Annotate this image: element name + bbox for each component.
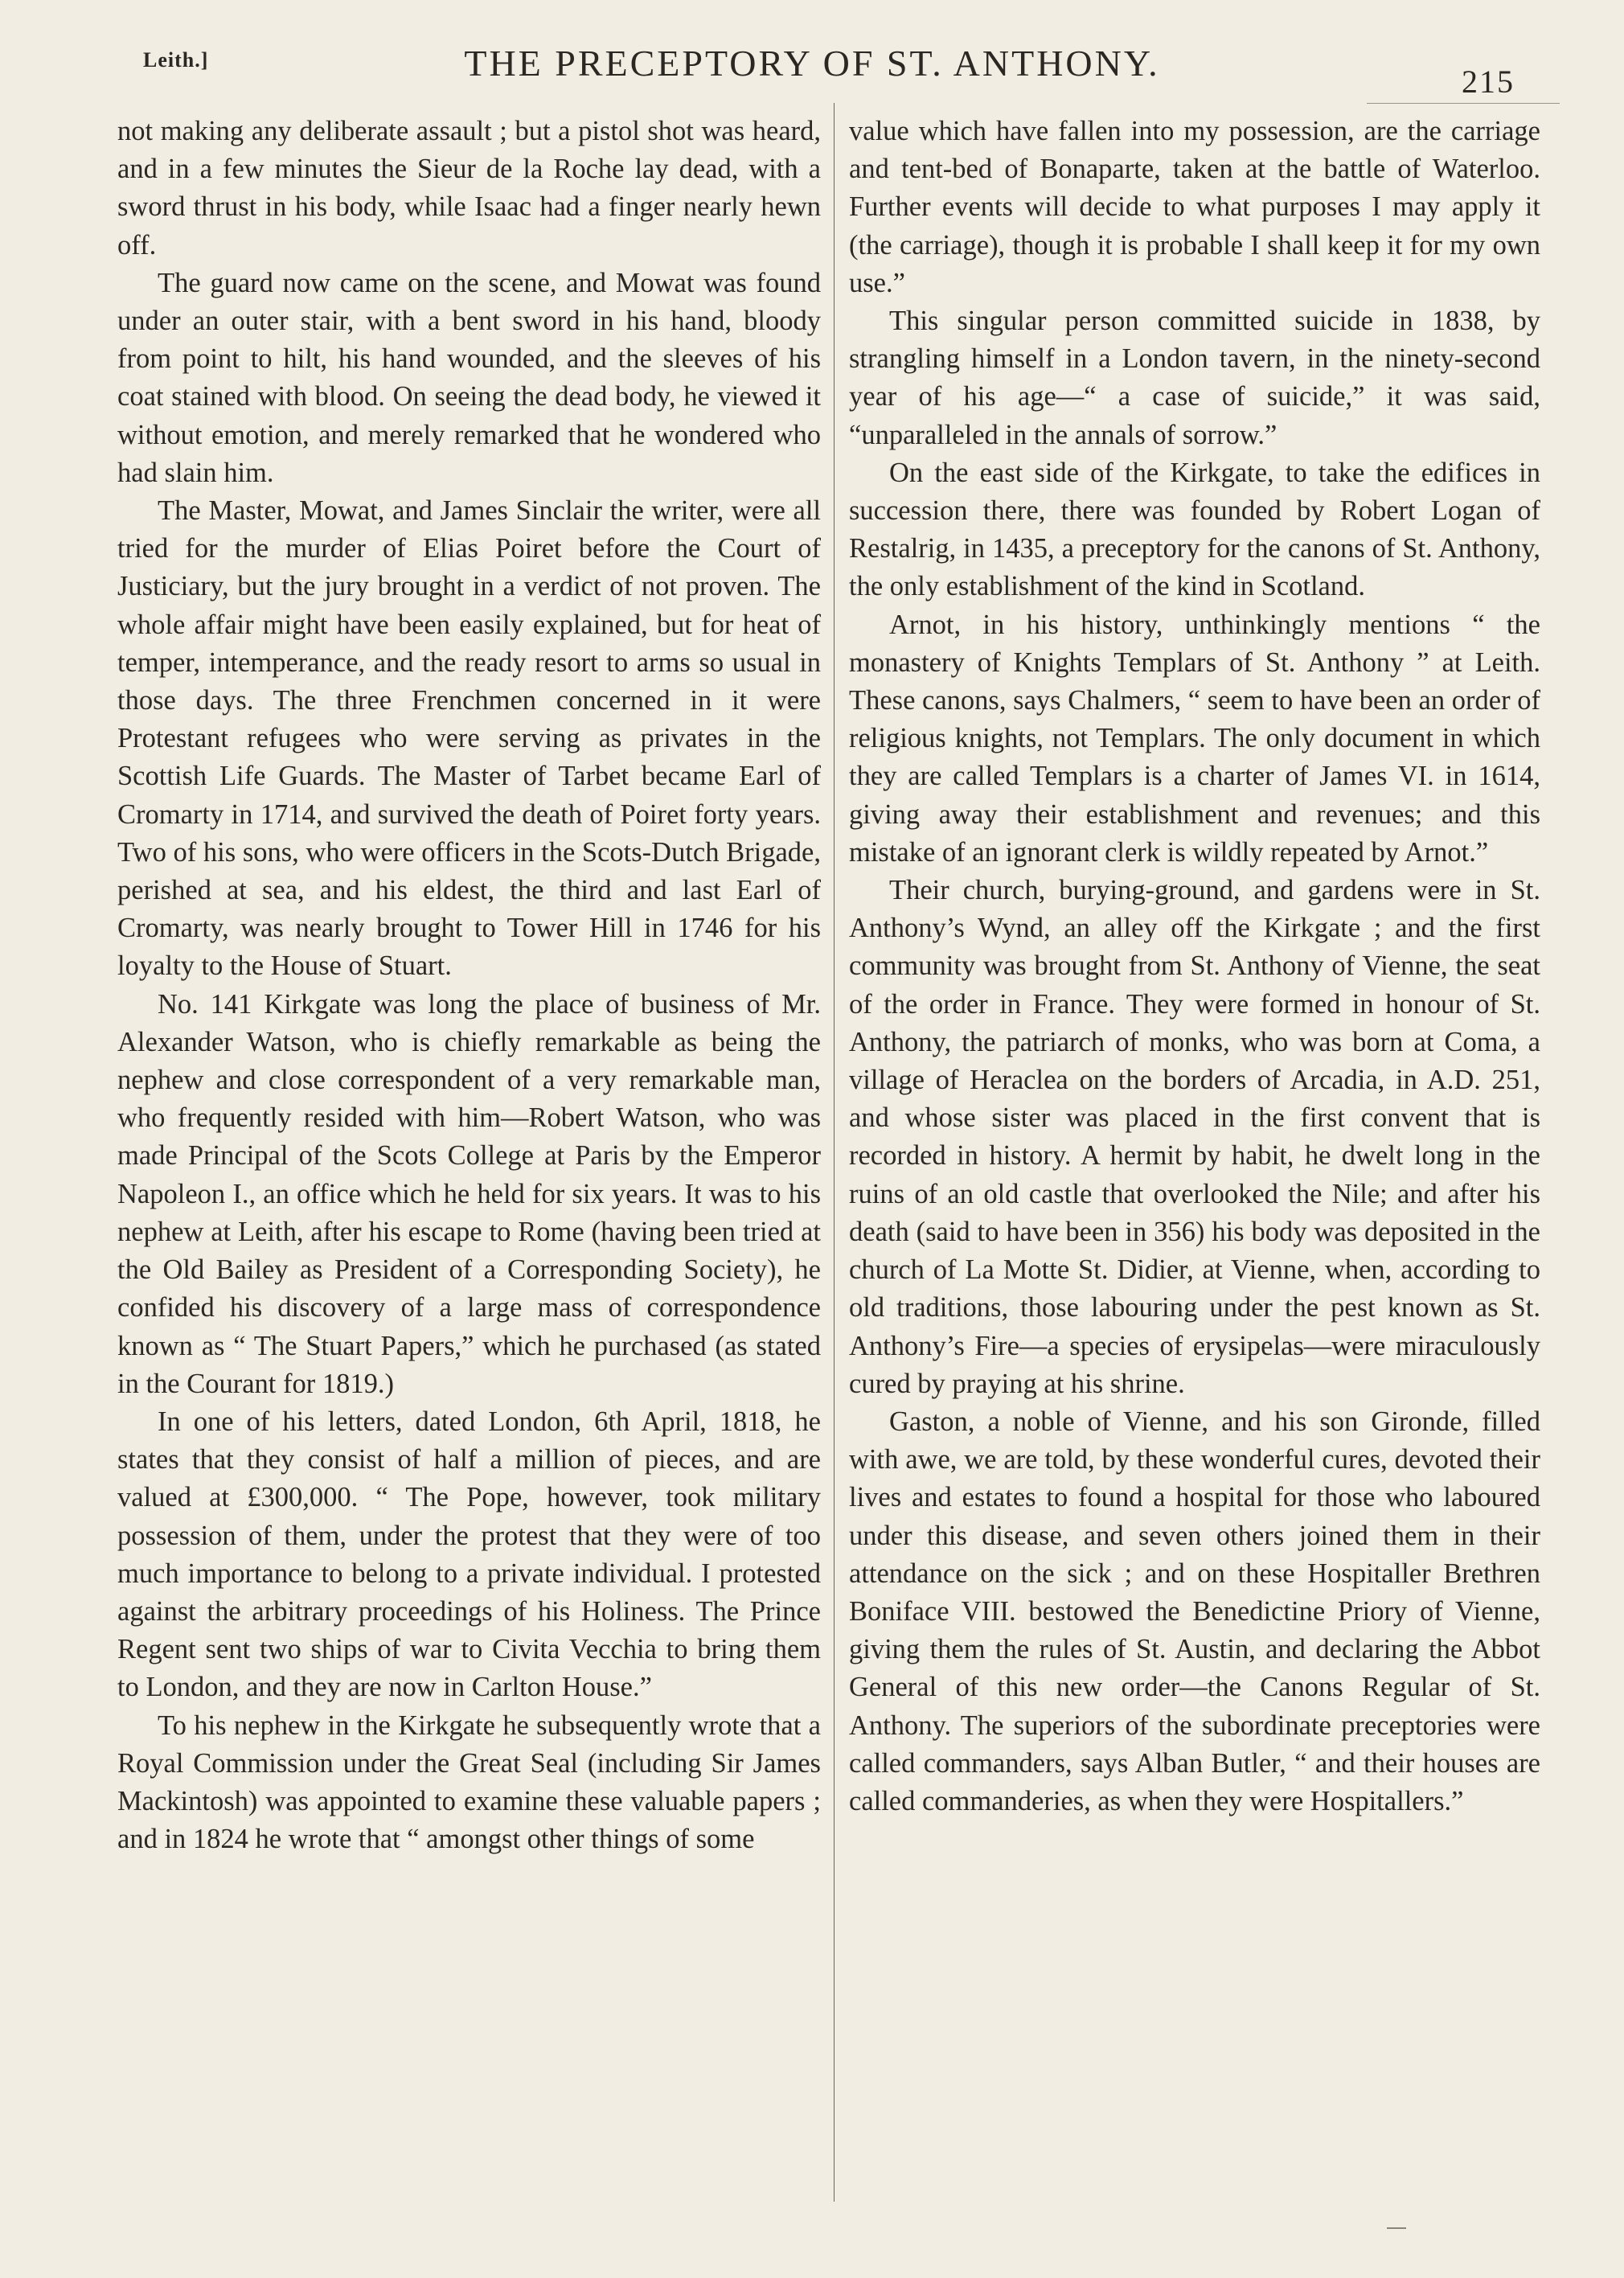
paragraph: No. 141 Kirkgate was long the place of business of Mr. Alexander Watson, who is chiefly remarkable as being the nephew and close correspondent of a very remarkable man, who frequently resided with him—Robert Watson, who was made Principal of the Scots College at Paris by the Emperor Napoleon I., an office which he held for six years. It was to his nephew at Leith, after his escape to Rome (having been tried at the Old Bailey as President of a Corresponding Society), he confided his discovery of a large mass of correspondence known as “ The Stuart Papers,” which he purchased (as stated in the Courant for 1819.) — [117, 988, 821, 1399]
paragraph: In one of his letters, dated London, 6th April, 1818, he states that they consist of half a million of pieces, and are valued at £300,000. “ The Pope, however, took military possession of them, under the protest that they were of too much importance to belong to a private individual. I protested against the arbitrary proceedings of his Holiness. The Prince Regent sent two ships of war to Civita Vecchia to bring them to London, and they are now in Carlton House.” — [117, 1406, 821, 1703]
paragraph: not making any deliberate assault ; but a pistol shot was heard, and in a few minutes the Sieur de la Roche lay dead, with a sword thrust in his body, while Isaac had a finger nearly hewn off. — [117, 116, 821, 261]
page-header — [0, 0, 1624, 113]
right-column — [849, 113, 1540, 1820]
paragraph: Gaston, a noble of Vienne, and his son Gironde, filled with awe, we are told, by these wonderful cures, devoted their lives and estates to found a hospital for those who laboured under this disease, and seven others joined them in their attendance on the sick ; and on these Hospitaller Brethren Boniface VIII. bestowed the Benedictine Priory of Vienne, giving them the rules of St. Austin, and declaring the Abbot General of this new order—the Canons Regular of St. Anthony. The superiors of the subordinate preceptories were called commanders, says Alban Butler, “ and their houses are called commanderies, as when they were Hospitallers.” — [849, 1406, 1540, 1816]
paragraph: value which have fallen into my possession, are the carriage and tent-bed of Bonaparte, taken at the battle of Waterloo. Further events will decide to what purposes I may apply it (the carriage), though it is probable I shall keep it for my own use.” — [849, 116, 1540, 298]
paragraph: To his nephew in the Kirkgate he subsequently wrote that a Royal Commission under the Great Seal (including Sir James Mackintosh) was appointed to examine these valuable papers ; and in 1824 he wrote that “ amongst other things of some — [117, 1710, 821, 1855]
column-divider — [834, 103, 835, 2202]
paragraph: This singular person committed suicide in 1838, by strangling himself in a London tavern, in the ninety-second year of his age—“ a case of suicide,” it was said, “unparalleled in the annals of sorrow.” — [849, 306, 1540, 450]
header-rule — [1367, 103, 1560, 104]
running-title: THE PRECEPTORY OF ST. ANTHONY. — [464, 43, 1160, 84]
left-column — [117, 113, 821, 1858]
running-section: Leith.] — [143, 48, 209, 72]
paragraph: The guard now came on the scene, and Mowat was found under an outer stair, with a bent sword in his hand, bloody from point to hilt, his hand wounded, and the sleeves of his coat stained with blood. On seeing the dead body, he viewed it without emotion, and merely remarked that he wondered who had slain him. — [117, 267, 821, 488]
paragraph: The Master, Mowat, and James Sinclair the writer, were all tried for the murder of Elias Poiret before the Court of Justiciary, but the jury brought in a verdict of not proven. The whole affair might have been easily explained, but for heat of temper, intemperance, and the ready resort to arms so usual in those days. The three Frenchmen concerned in it were Protestant refugees who were serving as privates in the Scottish Life Guards. The Master of Tarbet became Earl of Cromarty in 1714, and survived the death of Poiret forty years. Two of his sons, who were officers in the Scots-Dutch Brigade, perished at sea, and his eldest, the third and last Earl of Cromarty, was nearly brought to Tower Hill in 1746 for his loyalty to the House of Stuart. — [117, 495, 821, 982]
paragraph: Their church, burying-ground, and gardens were in St. Anthony’s Wynd, an alley off the Kirkgate ; and the first community was brought from St. Anthony of Vienne, the seat of the order in France. They were formed in honour of St. Anthony, the patriarch of monks, who was born at Coma, a village of Heraclea on the borders of Arcadia, in A.D. 251, and whose sister was placed in the first convent that is recorded in history. A hermit by habit, he dwelt long in the ruins of an old castle that overlooked the Nile; and after his death (said to have been in 356) his body was deposited in the church of La Motte St. Didier, at Vienne, when, according to old traditions, those labouring under the pest known as St. Anthony’s Fire—a species of erysipelas—were miraculously cured by praying at his shrine. — [849, 875, 1540, 1399]
paragraph: Arnot, in his history, unthinkingly mentions “ the monastery of Knights Templars of St. Anthony ” at Leith. These canons, says Chalmers, “ seem to have been an order of religious knights, not Templars. The only document in which they are called Templars is a charter of James VI. in 1614, giving away their establishment and revenues; and this mistake of an ignorant clerk is wildly repeated by Arnot.” — [849, 609, 1540, 868]
page-number: 215 — [1462, 64, 1515, 100]
paragraph: On the east side of the Kirkgate, to take the edifices in succession there, there was founded by Robert Logan of Restalrig, in 1435, a preceptory for the canons of St. Anthony, the only establishment of the kind in Scotland. — [849, 457, 1540, 602]
footer-mark — [1387, 2227, 1406, 2229]
